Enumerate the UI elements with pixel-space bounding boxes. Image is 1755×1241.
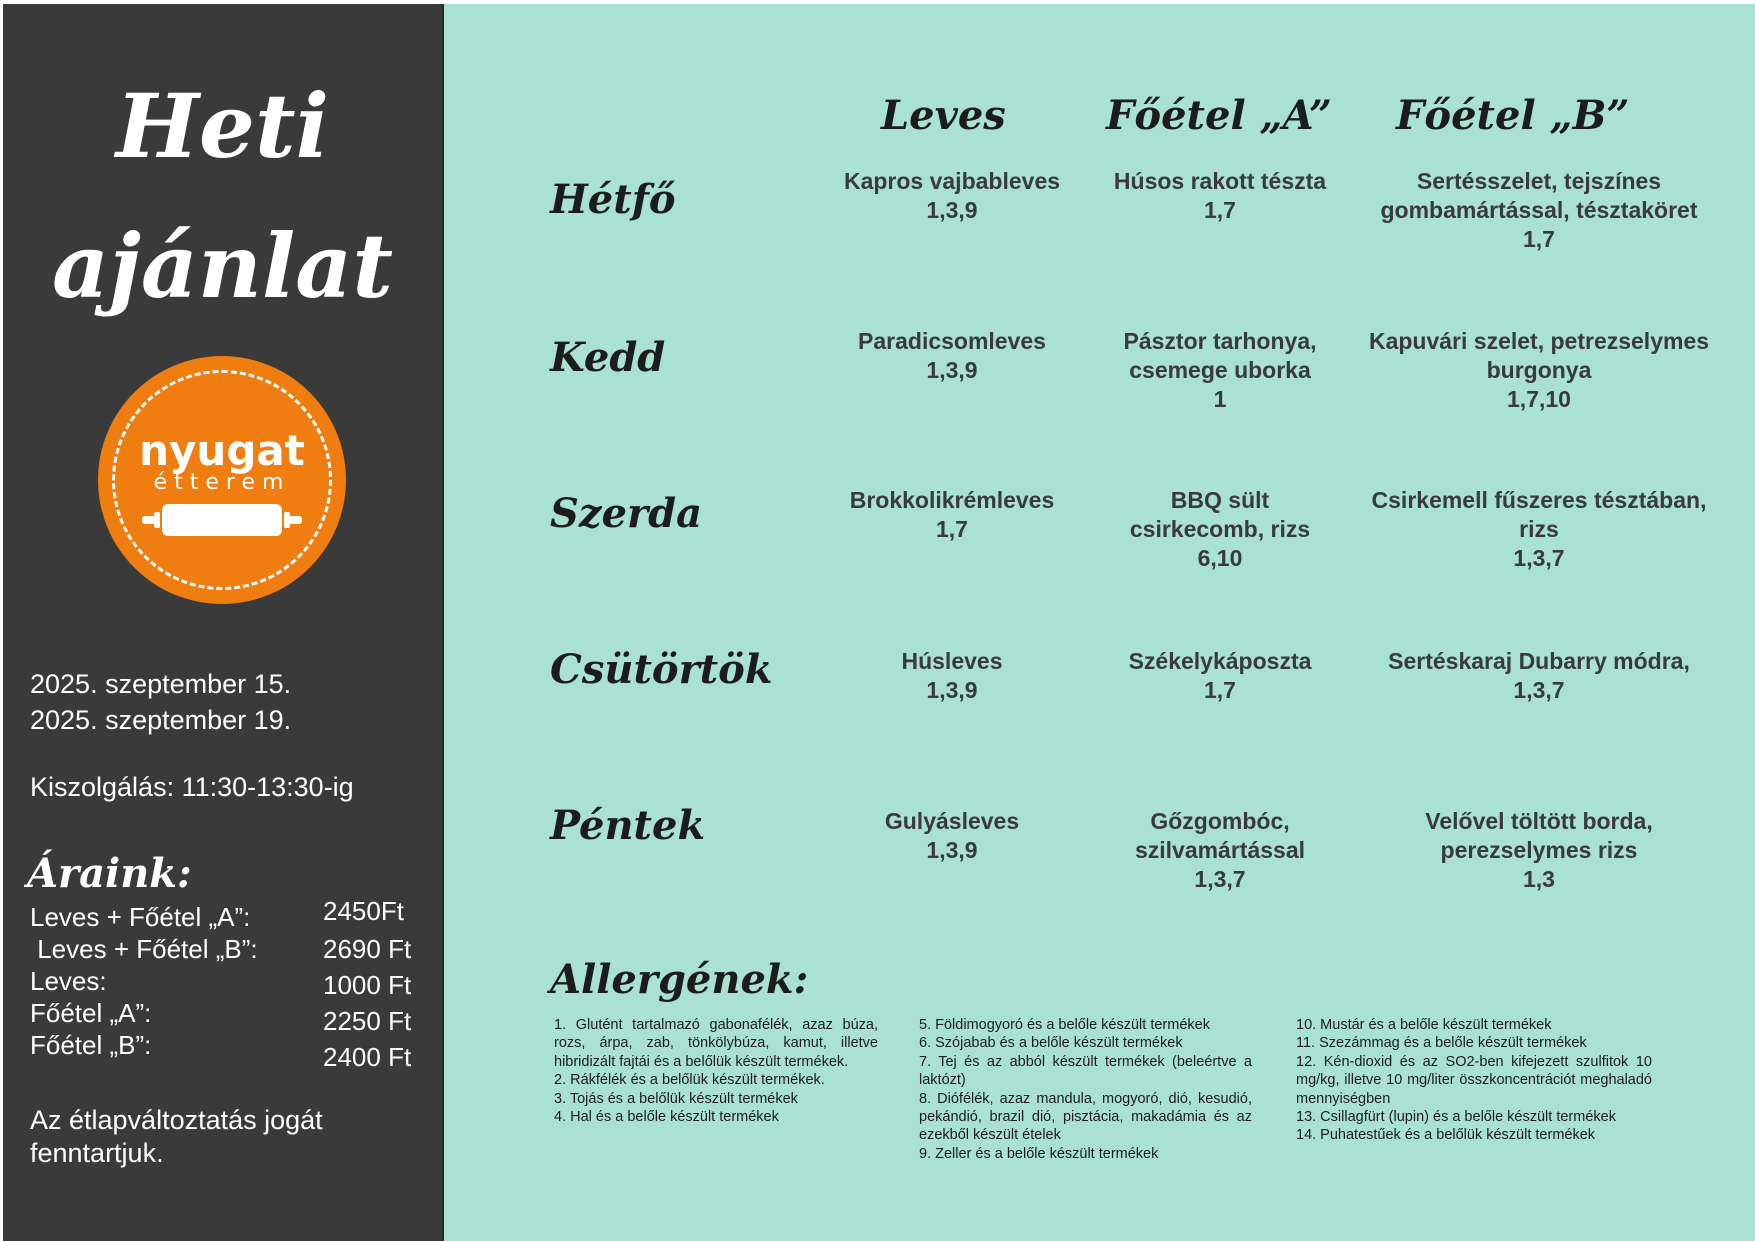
dish-name: rizs	[1519, 516, 1559, 542]
date-range	[30, 666, 291, 738]
price-label: Leves + Főétel „B”:	[30, 934, 258, 964]
allergen-list-3	[1296, 1016, 1652, 1145]
allergen-codes: 1,3	[1523, 866, 1555, 892]
dish-name: perezselymes rizs	[1440, 837, 1638, 863]
rolling-pin-icon	[142, 500, 302, 540]
menu-cell-foetel-b	[1344, 647, 1734, 705]
restaurant-logo	[98, 356, 346, 604]
price-value: 1000 Ft	[323, 970, 412, 1000]
note-line: fenntartjuk.	[30, 1138, 164, 1168]
price-label: Leves:	[30, 966, 107, 996]
day-label: Hétfő	[550, 176, 676, 223]
allergen-codes: 1	[1213, 386, 1227, 412]
dish-name: Kapros vajbableves	[843, 168, 1061, 194]
column-header-leves: Leves	[881, 92, 1006, 139]
allergen-codes: 1,3,9	[926, 837, 978, 863]
menu-cell-foetel-a	[1080, 807, 1360, 894]
allergen-item: 7. Tej és az abból készült termékek (beleértve a laktózt)	[919, 1053, 1252, 1089]
prices-heading: Áraink:	[27, 850, 192, 897]
menu-cell-leves	[802, 647, 1102, 705]
allergen-codes: 6,10	[1197, 545, 1243, 571]
title-line-2: ajánlat	[52, 214, 393, 318]
price-label: Főétel „A”:	[30, 998, 152, 1028]
allergen-codes: 1,7,10	[1507, 386, 1571, 412]
price-value: 2690 Ft	[323, 934, 412, 964]
logo-subtitle: étterem	[153, 470, 291, 495]
dish-name: Kapuvári szelet, petrezselymes	[1368, 328, 1710, 354]
dish-name: Sertésszelet, tejszínes	[1416, 168, 1662, 194]
allergen-list-1	[554, 1016, 878, 1126]
allergen-codes: 1,3,7	[1513, 677, 1565, 703]
allergen-codes: 1,3,9	[926, 677, 978, 703]
dish-name: Velővel töltött borda,	[1425, 808, 1653, 834]
dish-name: Paradicsomleves	[858, 328, 1046, 354]
note-line: Az étlapváltoztatás jogát	[30, 1105, 323, 1135]
disclaimer-note	[30, 1104, 420, 1170]
menu-cell-foetel-b	[1344, 167, 1734, 254]
menu-cell-foetel-a	[1080, 647, 1360, 705]
allergen-codes: 1,3,9	[926, 197, 978, 223]
dish-name: Gulyásleves	[884, 808, 1020, 834]
column-header-foetel-a: Főétel „A”	[1106, 92, 1332, 139]
sidebar	[3, 4, 442, 1241]
price-value: 2400 Ft	[323, 1042, 412, 1072]
allergen-codes: 1,7	[1204, 677, 1236, 703]
dish-name: Csirkemell fűszeres tésztában,	[1371, 487, 1707, 513]
menu-cell-leves	[802, 167, 1102, 225]
menu-panel	[442, 4, 1755, 1241]
allergen-item: 6. Szójabab és a belőle készült termékek	[919, 1035, 1183, 1052]
allergen-item: 11. Szezámmag és a belőle készült termékek	[1296, 1035, 1587, 1052]
menu-cell-leves	[802, 486, 1102, 544]
allergen-list-2	[919, 1016, 1252, 1163]
allergen-codes: 1,3,7	[1513, 545, 1565, 571]
dish-name: Gőzgombóc,	[1150, 808, 1290, 834]
dish-name: csemege uborka	[1129, 357, 1311, 383]
title-line-1: Heti	[115, 74, 330, 178]
menu-cell-foetel-a	[1080, 327, 1360, 414]
menu-cell-foetel-b	[1344, 327, 1734, 414]
date-start: 2025. szeptember 15.	[30, 669, 292, 699]
allergens-heading: Allergének:	[550, 956, 809, 1003]
dish-name: csirkecomb, rizs	[1129, 516, 1311, 542]
dish-name: szilvamártással	[1134, 837, 1306, 863]
menu-cell-foetel-b	[1344, 807, 1734, 894]
price-label: Leves + Főétel „A”:	[30, 902, 251, 932]
allergen-item: 9. Zeller és a belőle készült termékek	[919, 1145, 1159, 1162]
price-value: 2250 Ft	[323, 1006, 412, 1036]
service-hours: Kiszolgálás: 11:30-13:30-ig	[30, 772, 354, 802]
allergen-codes: 1,3,7	[1194, 866, 1246, 892]
dish-name: Pásztor tarhonya,	[1123, 328, 1317, 354]
menu-cell-foetel-a	[1080, 167, 1360, 225]
date-end: 2025. szeptember 19.	[30, 705, 292, 735]
dish-name: Sertéskaraj Dubarry módra,	[1388, 648, 1690, 674]
day-label: Kedd	[550, 334, 666, 381]
dish-name: Húsos rakott tészta	[1113, 168, 1327, 194]
allergen-codes: 1,3,9	[926, 357, 978, 383]
day-label: Péntek	[550, 802, 706, 849]
price-value: 2450Ft	[323, 896, 404, 926]
allergen-item: 1. Glutént tartalmazó gabonafélék, azaz búza, rozs, árpa, zab, tönkölybúza, kamut, illetve hibridizált fajtái és a belőlük készült termékek.	[554, 1017, 878, 1070]
column-header-foetel-b: Főétel „B”	[1396, 92, 1630, 139]
dish-name: BBQ sült	[1170, 487, 1270, 513]
dish-name: Húsleves	[901, 648, 1003, 674]
allergen-item: 2. Rákfélék és a belőlük készült termékek.	[554, 1072, 825, 1089]
allergen-item: 3. Tojás és a belőlük készült termékek	[554, 1090, 798, 1107]
allergen-item: 4. Hal és a belőle készült termékek	[554, 1109, 779, 1126]
menu-cell-leves	[802, 807, 1102, 865]
dish-name: burgonya	[1486, 357, 1592, 383]
dish-name: Brokkolikrémleves	[849, 487, 1055, 513]
allergen-codes: 1,7	[1523, 226, 1555, 252]
allergen-item: 14. Puhatestűek és a belőlük készült termékek	[1296, 1127, 1596, 1144]
allergen-codes: 1,7	[936, 516, 968, 542]
price-label: Főétel „B”:	[30, 1030, 152, 1060]
allergen-item: 12. Kén-dioxid és az SO2-ben kifejezett szulfitok 10 mg/kg, illetve 10 mg/liter összkoncentrációt meghaladó mennyiségben	[1296, 1053, 1652, 1107]
menu-cell-foetel-a	[1080, 486, 1360, 573]
allergen-item: 10. Mustár és a belőle készült termékek	[1296, 1017, 1552, 1033]
allergen-item: 5. Földimogyoró és a belőle készült termékek	[919, 1017, 1210, 1033]
dish-name: gombamártással, tésztaköret	[1380, 197, 1698, 223]
logo-name: nyugat	[139, 426, 305, 475]
allergen-item: 13. Csillagfürt (lupin) és a belőle készült termékek	[1296, 1109, 1616, 1126]
dish-name: Székelykáposzta	[1128, 648, 1312, 674]
allergen-codes: 1,7	[1204, 197, 1236, 223]
day-label: Szerda	[550, 490, 703, 537]
allergen-item: 8. Diófélék, azaz mandula, mogyoró, dió, kesudió, pekándió, brazil dió, pisztácia, makadámia és az ezekből készült ételek	[919, 1090, 1252, 1144]
day-label: Csütörtök	[550, 646, 773, 693]
menu-cell-leves	[802, 327, 1102, 385]
menu-cell-foetel-b	[1344, 486, 1734, 573]
